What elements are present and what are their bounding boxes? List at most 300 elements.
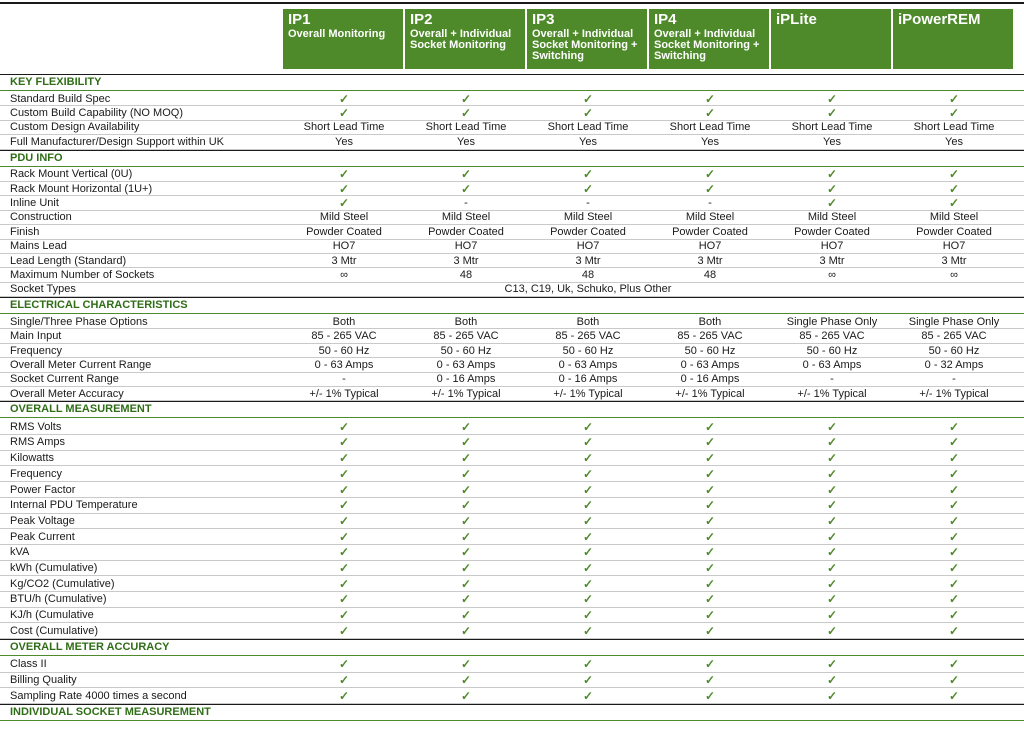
check-icon: ✓ <box>338 592 350 607</box>
row-label: Lead Length (Standard) <box>10 254 127 267</box>
table-cell: 85 - 265 VAC <box>799 330 865 343</box>
table-cell: Both <box>698 315 722 328</box>
check-icon: ✓ <box>704 435 716 450</box>
table-cell: 50 - 60 Hz <box>806 344 858 357</box>
spanning-cell: C13, C19, Uk, Schuko, Plus Other <box>504 283 672 296</box>
table-row <box>0 211 1024 225</box>
check-icon: ✓ <box>704 91 716 106</box>
check-icon: ✓ <box>826 91 838 106</box>
check-icon: ✓ <box>704 673 716 688</box>
row-label: Rack Mount Horizontal (1U+) <box>10 182 153 195</box>
table-cell: 50 - 60 Hz <box>440 344 492 357</box>
table-cell: 85 - 265 VAC <box>677 330 743 343</box>
check-icon: ✓ <box>948 576 960 591</box>
table-cell: Powder Coated <box>428 225 504 238</box>
check-icon: ✓ <box>948 482 960 497</box>
check-icon: ✓ <box>948 181 960 196</box>
table-row <box>0 623 1024 639</box>
table-cell: Mild Steel <box>441 211 491 224</box>
check-icon: ✓ <box>704 482 716 497</box>
check-icon: ✓ <box>582 592 594 607</box>
table-cell: 3 Mtr <box>697 254 723 267</box>
row-label: Socket Types <box>10 283 76 296</box>
check-icon: ✓ <box>704 181 716 196</box>
check-icon: ✓ <box>582 466 594 481</box>
table-cell: Short Lead Time <box>425 121 507 134</box>
table-cell: 0 - 16 Amps <box>436 373 496 386</box>
table-row <box>0 121 1024 135</box>
column-headers <box>283 9 1015 69</box>
check-icon: ✓ <box>582 91 594 106</box>
row-label: Peak Voltage <box>10 514 75 527</box>
check-icon: ✓ <box>948 435 960 450</box>
table-row <box>0 344 1024 358</box>
check-icon: ✓ <box>582 513 594 528</box>
check-icon: ✓ <box>460 608 472 623</box>
check-icon: ✓ <box>826 560 838 575</box>
table-cell: 85 - 265 VAC <box>921 330 987 343</box>
check-icon: ✓ <box>460 167 472 182</box>
check-icon: ✓ <box>948 451 960 466</box>
table-row <box>0 561 1024 577</box>
table-row <box>0 315 1024 329</box>
check-icon: ✓ <box>826 513 838 528</box>
check-icon: ✓ <box>460 576 472 591</box>
check-icon: ✓ <box>948 91 960 106</box>
table-cell: HO7 <box>332 240 356 253</box>
check-icon: ✓ <box>582 688 594 703</box>
column-header-title: iPowerREM <box>898 11 981 28</box>
table-cell: HO7 <box>454 240 478 253</box>
check-icon: ✓ <box>948 106 960 121</box>
check-icon: ✓ <box>948 673 960 688</box>
table-cell: 50 - 60 Hz <box>562 344 614 357</box>
check-icon: ✓ <box>338 560 350 575</box>
check-icon: ✓ <box>948 560 960 575</box>
table-cell: Powder Coated <box>306 225 382 238</box>
table-cell: 3 Mtr <box>941 254 967 267</box>
row-label: Power Factor <box>10 483 76 496</box>
table-cell: 0 - 16 Amps <box>680 373 740 386</box>
row-label: Internal PDU Temperature <box>10 499 138 512</box>
check-icon: ✓ <box>826 592 838 607</box>
table-cell: Yes <box>823 135 841 148</box>
check-icon: ✓ <box>704 498 716 513</box>
check-icon: ✓ <box>704 657 716 672</box>
row-label: Peak Current <box>10 530 75 543</box>
section-heading: PDU INFO <box>0 150 1024 167</box>
table-cell: 85 - 265 VAC <box>311 330 377 343</box>
table-cell: Powder Coated <box>550 225 626 238</box>
table-row <box>0 592 1024 608</box>
table-cell: 3 Mtr <box>575 254 601 267</box>
table-cell: 0 - 63 Amps <box>680 358 740 371</box>
table-cell: 0 - 63 Amps <box>314 358 374 371</box>
check-icon: ✓ <box>460 545 472 560</box>
check-icon: ✓ <box>338 513 350 528</box>
column-header-subtitle: Overall Monitoring <box>288 28 386 40</box>
check-icon: ✓ <box>460 466 472 481</box>
column-header-ip4 <box>649 9 769 69</box>
table-cell: Yes <box>579 135 597 148</box>
row-label: Frequency <box>10 467 62 480</box>
table-cell: Short Lead Time <box>913 121 995 134</box>
table-cell: Yes <box>945 135 963 148</box>
table-cell: Short Lead Time <box>791 121 873 134</box>
table-cell: Yes <box>457 135 475 148</box>
table-cell: - <box>464 197 468 210</box>
check-icon: ✓ <box>582 451 594 466</box>
check-icon: ✓ <box>704 167 716 182</box>
check-icon: ✓ <box>460 91 472 106</box>
check-icon: ✓ <box>338 167 350 182</box>
table-row <box>0 545 1024 561</box>
row-label: BTU/h (Cumulative) <box>10 593 107 606</box>
table-cell: 0 - 63 Amps <box>558 358 618 371</box>
check-icon: ✓ <box>338 688 350 703</box>
check-icon: ✓ <box>704 106 716 121</box>
check-icon: ✓ <box>704 419 716 434</box>
table-row <box>0 196 1024 210</box>
check-icon: ✓ <box>948 592 960 607</box>
check-icon: ✓ <box>460 673 472 688</box>
table-row <box>0 498 1024 514</box>
row-label: Billing Quality <box>10 674 77 687</box>
check-icon: ✓ <box>338 529 350 544</box>
check-icon: ✓ <box>948 196 960 211</box>
check-icon: ✓ <box>948 513 960 528</box>
check-icon: ✓ <box>460 451 472 466</box>
table-cell: Single Phase Only <box>786 315 878 328</box>
section-heading: OVERALL METER ACCURACY <box>0 639 1024 656</box>
check-icon: ✓ <box>582 576 594 591</box>
check-icon: ✓ <box>582 482 594 497</box>
table-cell: Mild Steel <box>807 211 857 224</box>
row-label: Finish <box>10 225 40 238</box>
row-label: Main Input <box>10 330 62 343</box>
table-cell: HO7 <box>942 240 966 253</box>
table-row <box>0 419 1024 435</box>
table-cell: Mild Steel <box>929 211 979 224</box>
table-row <box>0 451 1024 467</box>
check-icon: ✓ <box>948 167 960 182</box>
check-icon: ✓ <box>826 419 838 434</box>
section-heading: ELECTRICAL CHARACTERISTICS <box>0 297 1024 314</box>
section-heading: KEY FLEXIBILITY <box>0 74 1024 91</box>
check-icon: ✓ <box>582 529 594 544</box>
table-cell: HO7 <box>820 240 844 253</box>
table-cell: 48 <box>459 268 473 281</box>
check-icon: ✓ <box>582 623 594 638</box>
row-label: Overall Meter Current Range <box>10 358 152 371</box>
section-heading: INDIVIDUAL SOCKET MEASUREMENT <box>0 704 1024 721</box>
check-icon: ✓ <box>582 167 594 182</box>
table-cell: - <box>830 373 834 386</box>
check-icon: ✓ <box>460 482 472 497</box>
check-icon: ✓ <box>948 529 960 544</box>
check-icon: ✓ <box>826 545 838 560</box>
column-header-ip2 <box>405 9 525 69</box>
check-icon: ✓ <box>338 482 350 497</box>
row-label: kWh (Cumulative) <box>10 561 98 574</box>
row-label: KJ/h (Cumulative <box>10 609 94 622</box>
column-header-title: IP4 <box>654 11 677 28</box>
row-label: Kg/CO2 (Cumulative) <box>10 577 115 590</box>
check-icon: ✓ <box>704 688 716 703</box>
check-icon: ✓ <box>704 545 716 560</box>
check-icon: ✓ <box>338 91 350 106</box>
table-cell: Yes <box>701 135 719 148</box>
table-cell: 0 - 32 Amps <box>924 358 984 371</box>
table-cell: Powder Coated <box>794 225 870 238</box>
table-row <box>0 240 1024 254</box>
check-icon: ✓ <box>826 608 838 623</box>
row-label: Cost (Cumulative) <box>10 624 99 637</box>
table-row <box>0 254 1024 268</box>
check-icon: ✓ <box>460 657 472 672</box>
check-icon: ✓ <box>460 181 472 196</box>
table-cell: 50 - 60 Hz <box>928 344 980 357</box>
check-icon: ✓ <box>460 592 472 607</box>
check-icon: ✓ <box>704 560 716 575</box>
check-icon: ✓ <box>460 529 472 544</box>
check-icon: ✓ <box>704 451 716 466</box>
check-icon: ✓ <box>460 106 472 121</box>
table-cell: Yes <box>335 135 353 148</box>
table-row <box>0 657 1024 673</box>
table-cell: 48 <box>703 268 717 281</box>
check-icon: ✓ <box>826 657 838 672</box>
check-icon: ✓ <box>826 623 838 638</box>
table-row <box>0 283 1024 297</box>
table-row <box>0 373 1024 387</box>
check-icon: ✓ <box>826 196 838 211</box>
table-cell: 0 - 63 Amps <box>802 358 862 371</box>
table-cell: +/- 1% Typical <box>553 387 623 400</box>
check-icon: ✓ <box>826 688 838 703</box>
check-icon: ✓ <box>582 498 594 513</box>
table-row <box>0 482 1024 498</box>
table-cell: 50 - 60 Hz <box>318 344 370 357</box>
check-icon: ✓ <box>582 106 594 121</box>
table-cell: 3 Mtr <box>453 254 479 267</box>
column-header-subtitle: Overall + Individual Socket Monitoring <box>410 28 512 51</box>
check-icon: ✓ <box>582 545 594 560</box>
column-header-title: IP1 <box>288 11 311 28</box>
table-cell: 3 Mtr <box>819 254 845 267</box>
comparison-table <box>0 74 1024 722</box>
table-row <box>0 106 1024 120</box>
check-icon: ✓ <box>826 576 838 591</box>
table-cell: +/- 1% Typical <box>675 387 745 400</box>
check-icon: ✓ <box>338 106 350 121</box>
row-label: Custom Build Capability (NO MOQ) <box>10 107 183 120</box>
table-cell: Short Lead Time <box>547 121 629 134</box>
row-label: Overall Meter Accuracy <box>10 387 124 400</box>
table-cell: 50 - 60 Hz <box>684 344 736 357</box>
check-icon: ✓ <box>948 466 960 481</box>
column-header-ip3 <box>527 9 647 69</box>
check-icon: ✓ <box>704 623 716 638</box>
table-row <box>0 387 1024 401</box>
check-icon: ✓ <box>582 673 594 688</box>
check-icon: ✓ <box>826 106 838 121</box>
table-cell: Short Lead Time <box>669 121 751 134</box>
table-cell: +/- 1% Typical <box>431 387 501 400</box>
check-icon: ✓ <box>826 673 838 688</box>
check-icon: ✓ <box>338 673 350 688</box>
table-row <box>0 673 1024 689</box>
check-icon: ✓ <box>826 466 838 481</box>
check-icon: ✓ <box>460 560 472 575</box>
check-icon: ✓ <box>704 513 716 528</box>
check-icon: ✓ <box>826 451 838 466</box>
table-row <box>0 514 1024 530</box>
table-cell: 3 Mtr <box>331 254 357 267</box>
check-icon: ✓ <box>948 545 960 560</box>
row-label: Construction <box>10 211 72 224</box>
table-cell: HO7 <box>576 240 600 253</box>
check-icon: ✓ <box>704 466 716 481</box>
row-label: Rack Mount Vertical (0U) <box>10 168 133 181</box>
row-label: kVA <box>10 546 30 559</box>
table-row <box>0 576 1024 592</box>
check-icon: ✓ <box>338 419 350 434</box>
check-icon: ✓ <box>704 608 716 623</box>
check-icon: ✓ <box>338 435 350 450</box>
row-label: RMS Amps <box>10 436 66 449</box>
row-label: Custom Design Availability <box>10 121 140 134</box>
check-icon: ✓ <box>338 181 350 196</box>
check-icon: ✓ <box>460 435 472 450</box>
table-cell: HO7 <box>698 240 722 253</box>
check-icon: ✓ <box>948 498 960 513</box>
check-icon: ✓ <box>460 498 472 513</box>
row-label: Frequency <box>10 344 62 357</box>
check-icon: ✓ <box>948 608 960 623</box>
table-row <box>0 358 1024 372</box>
check-icon: ✓ <box>338 498 350 513</box>
table-cell: 48 <box>581 268 595 281</box>
column-header-subtitle: Overall + Individual Socket Monitoring + Switching <box>532 28 638 62</box>
table-cell: Both <box>332 315 356 328</box>
check-icon: ✓ <box>582 657 594 672</box>
check-icon: ✓ <box>460 623 472 638</box>
row-label: Full Manufacturer/Design Support within UK <box>10 135 224 148</box>
row-label: Class II <box>10 658 47 671</box>
column-header-title: iPLite <box>776 11 817 28</box>
check-icon: ✓ <box>582 419 594 434</box>
column-header-title: IP3 <box>532 11 555 28</box>
row-label: Sampling Rate 4000 times a second <box>10 689 187 702</box>
table-cell: +/- 1% Typical <box>797 387 867 400</box>
table-row <box>0 92 1024 106</box>
check-icon: ✓ <box>948 419 960 434</box>
row-label: Maximum Number of Sockets <box>10 268 155 281</box>
table-cell: Single Phase Only <box>908 315 1000 328</box>
row-label: RMS Volts <box>10 420 62 433</box>
table-cell: Both <box>454 315 478 328</box>
check-icon: ✓ <box>460 688 472 703</box>
check-icon: ✓ <box>338 608 350 623</box>
table-row <box>0 435 1024 451</box>
section-heading: OVERALL MEASUREMENT <box>0 401 1024 418</box>
column-header-ipowerrem <box>893 9 1013 69</box>
table-row <box>0 466 1024 482</box>
check-icon: ✓ <box>704 576 716 591</box>
check-icon: ✓ <box>338 657 350 672</box>
table-row <box>0 168 1024 182</box>
table-cell: ∞ <box>340 268 348 281</box>
column-header-ip1 <box>283 9 403 69</box>
table-row <box>0 135 1024 149</box>
check-icon: ✓ <box>704 529 716 544</box>
table-cell: Short Lead Time <box>303 121 385 134</box>
check-icon: ✓ <box>338 466 350 481</box>
table-cell: ∞ <box>950 268 958 281</box>
table-row <box>0 182 1024 196</box>
row-label: Mains Lead <box>10 240 67 253</box>
top-rule <box>0 2 1024 4</box>
check-icon: ✓ <box>338 576 350 591</box>
check-icon: ✓ <box>582 181 594 196</box>
row-label: Kilowatts <box>10 452 55 465</box>
column-header-iplite <box>771 9 891 69</box>
table-cell: Mild Steel <box>563 211 613 224</box>
table-row <box>0 329 1024 343</box>
check-icon: ✓ <box>948 657 960 672</box>
table-row <box>0 529 1024 545</box>
table-cell: Powder Coated <box>672 225 748 238</box>
check-icon: ✓ <box>338 196 350 211</box>
table-cell: 85 - 265 VAC <box>555 330 621 343</box>
check-icon: ✓ <box>460 419 472 434</box>
row-label: Socket Current Range <box>10 373 119 386</box>
check-icon: ✓ <box>826 482 838 497</box>
check-icon: ✓ <box>582 608 594 623</box>
check-icon: ✓ <box>460 513 472 528</box>
table-cell: ∞ <box>828 268 836 281</box>
table-row <box>0 608 1024 624</box>
table-cell: Mild Steel <box>685 211 735 224</box>
table-row <box>0 268 1024 282</box>
table-row <box>0 225 1024 239</box>
check-icon: ✓ <box>826 498 838 513</box>
table-cell: - <box>342 373 346 386</box>
table-cell: 0 - 63 Amps <box>436 358 496 371</box>
check-icon: ✓ <box>338 451 350 466</box>
table-cell: +/- 1% Typical <box>309 387 379 400</box>
table-row <box>0 688 1024 704</box>
table-cell: - <box>708 197 712 210</box>
table-cell: 85 - 265 VAC <box>433 330 499 343</box>
table-cell: Powder Coated <box>916 225 992 238</box>
table-cell: 0 - 16 Amps <box>558 373 618 386</box>
check-icon: ✓ <box>826 529 838 544</box>
check-icon: ✓ <box>582 435 594 450</box>
column-header-title: IP2 <box>410 11 433 28</box>
check-icon: ✓ <box>948 688 960 703</box>
check-icon: ✓ <box>338 623 350 638</box>
table-cell: Mild Steel <box>319 211 369 224</box>
check-icon: ✓ <box>338 545 350 560</box>
row-label: Single/Three Phase Options <box>10 315 148 328</box>
check-icon: ✓ <box>948 623 960 638</box>
row-label: Standard Build Spec <box>10 92 111 105</box>
table-cell: Both <box>576 315 600 328</box>
check-icon: ✓ <box>826 167 838 182</box>
check-icon: ✓ <box>826 435 838 450</box>
